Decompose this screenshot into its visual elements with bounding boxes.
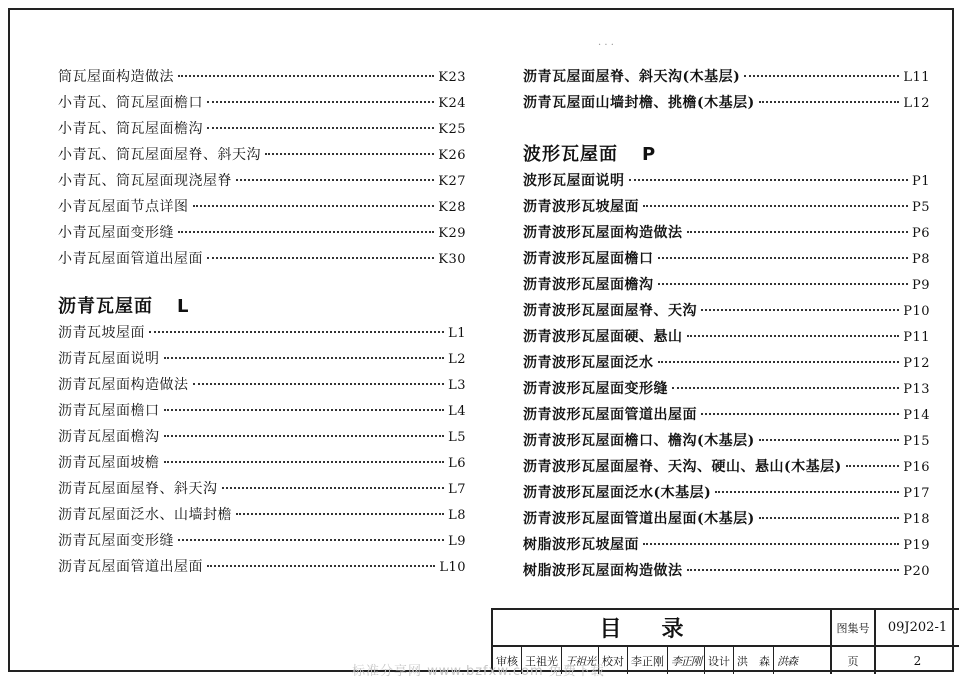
left-entries-top (58, 66, 466, 274)
toc-entry[interactable] (523, 66, 930, 92)
section-code: L (177, 296, 190, 317)
toc-entry-code: P1 (911, 174, 930, 189)
toc-entry[interactable] (523, 482, 930, 508)
toc-entry[interactable] (58, 348, 466, 374)
toc-entry-code: P20 (903, 564, 930, 579)
toc-entry[interactable] (58, 118, 466, 144)
toc-entry[interactable] (58, 374, 466, 400)
dot-leader (164, 435, 445, 437)
toc-entry-title: 树脂波形瓦坡屋面 (523, 537, 639, 553)
toc-entry-title: 沥青波形瓦坡屋面 (523, 199, 639, 215)
toc-entry-code: P11 (903, 330, 930, 345)
dot-leader (236, 179, 434, 181)
toc-entry-title: 小青瓦、筒瓦屋面屋脊、斜天沟 (58, 147, 261, 163)
toc-entry-title: 沥青波形瓦屋面硬、悬山 (523, 329, 683, 345)
right-entries-top (523, 66, 930, 118)
toc-entry[interactable] (58, 66, 466, 92)
toc-entry-title: 小青瓦、筒瓦屋面现浇屋脊 (58, 173, 232, 189)
watermark: 标准分享网 www.bzfxw.com 免费下载 (352, 664, 605, 679)
toc-entry[interactable] (58, 196, 466, 222)
dot-leader (193, 205, 435, 207)
toc-entry-title: 波形瓦屋面说明 (523, 173, 625, 189)
dot-leader (207, 257, 434, 259)
toc-entry[interactable] (58, 504, 466, 530)
toc-entry[interactable] (523, 274, 930, 300)
toc-entry-code: L3 (448, 378, 466, 393)
dot-leader (643, 543, 899, 545)
toc-entry-code: P15 (903, 434, 930, 449)
toc-entry-title: 沥青瓦屋面屋脊、斜天沟 (58, 481, 218, 497)
toc-entry-title: 沥青瓦屋面山墙封檐、挑檐(木基层) (523, 95, 755, 111)
toc-entry-title: 沥青波形瓦屋面泛水 (523, 355, 654, 371)
dot-leader (687, 335, 900, 337)
toc-entry-title: 树脂波形瓦屋面构造做法 (523, 563, 683, 579)
dot-leader (701, 413, 899, 415)
dot-leader (629, 179, 908, 181)
toc-entry-title: 沥青瓦屋面变形缝 (58, 533, 174, 549)
section-title: 沥青瓦屋面 (58, 296, 153, 317)
toc-entry-title: 沥青波形瓦屋面管道出屋面 (523, 407, 697, 423)
toc-entry-title: 小青瓦屋面变形缝 (58, 225, 174, 241)
design-label: 设计 (705, 647, 734, 674)
toc-entry[interactable] (523, 326, 930, 352)
toc-entry-title: 沥青波形瓦屋面管道出屋面(木基层) (523, 511, 755, 527)
review-label: 审核 (493, 647, 522, 674)
toc-entry[interactable] (58, 170, 466, 196)
toc-entry-title: 沥青瓦屋面坡檐 (58, 455, 160, 471)
toc-entry-code: P6 (911, 226, 930, 241)
toc-entry-code: P17 (903, 486, 930, 501)
toc-entry-code: K23 (438, 70, 466, 85)
toc-entry-code: P16 (903, 460, 930, 475)
dot-leader (687, 569, 900, 571)
toc-entry-code: L4 (448, 404, 466, 419)
dot-leader (759, 439, 899, 441)
dot-leader (207, 127, 434, 129)
toc-entry-code: L7 (448, 482, 466, 497)
dot-leader (164, 461, 445, 463)
check-label: 校对 (599, 647, 628, 674)
reviewer-signature: 王祖光 (562, 647, 599, 674)
toc-entry-title: 筒瓦屋面构造做法 (58, 69, 174, 85)
toc-entry-code: P10 (903, 304, 930, 319)
toc-entry-title: 沥青瓦屋面说明 (58, 351, 160, 367)
dot-leader (193, 383, 445, 385)
toc-entry-title: 沥青波形瓦屋面屋脊、天沟、硬山、悬山(木基层) (523, 459, 842, 475)
right-column (523, 66, 930, 586)
toc-entry-code: K26 (438, 148, 466, 163)
toc-entry-code: K28 (438, 200, 466, 215)
toc-entry-code: K24 (438, 96, 466, 111)
toc-entry-code: L5 (448, 430, 466, 445)
toc-entry-code: P19 (903, 538, 930, 553)
dot-leader (236, 513, 444, 515)
dot-leader (164, 357, 445, 359)
title-block-title: 目录 (493, 610, 832, 647)
toc-entry-code: P9 (911, 278, 930, 293)
toc-entry-code: K30 (438, 252, 466, 267)
toc-entry-title: 小青瓦、筒瓦屋面檐沟 (58, 121, 203, 137)
toc-entry[interactable] (58, 530, 466, 556)
toc-entry[interactable] (58, 478, 466, 504)
checker-name: 李正刚 (628, 647, 668, 674)
toc-entry-code: L9 (448, 534, 466, 549)
toc-entry-title: 沥青瓦屋面管道出屋面 (58, 559, 203, 575)
toc-entry[interactable] (58, 400, 466, 426)
toc-entry[interactable] (523, 248, 930, 274)
dot-leader (164, 409, 445, 411)
atlas-number-label: 图集号 (832, 610, 876, 647)
toc-entry-title: 沥青波形瓦屋面檐沟 (523, 277, 654, 293)
dot-leader (207, 565, 435, 567)
dot-leader (715, 491, 899, 493)
toc-entry-title: 沥青波形瓦屋面构造做法 (523, 225, 683, 241)
page-label: 页 (832, 647, 876, 674)
toc-entry-code: P8 (911, 252, 930, 267)
dot-leader (149, 331, 444, 333)
toc-entry[interactable] (523, 378, 930, 404)
toc-entry[interactable] (523, 170, 930, 196)
toc-entry-title: 小青瓦屋面节点详图 (58, 199, 189, 215)
toc-entry-code: P5 (911, 200, 930, 215)
toc-entry-code: L1 (448, 326, 466, 341)
dot-leader (658, 361, 900, 363)
left-column (58, 66, 466, 582)
section-title: 波形瓦屋面 (523, 144, 618, 165)
toc-entry[interactable] (523, 92, 930, 118)
dot-leader (759, 517, 899, 519)
scan-speck: · · · (598, 40, 614, 51)
toc-entry[interactable] (58, 144, 466, 170)
right-entries-section (523, 170, 930, 586)
toc-entry[interactable] (523, 534, 930, 560)
toc-entry-code: P14 (903, 408, 930, 423)
atlas-number: 09J202-1 (876, 610, 959, 647)
toc-entry-code: K29 (438, 226, 466, 241)
dot-leader (178, 539, 444, 541)
toc-entry[interactable] (523, 430, 930, 456)
toc-entry-code: L6 (448, 456, 466, 471)
toc-entry[interactable] (523, 196, 930, 222)
dot-leader (701, 309, 899, 311)
toc-entry-code: P13 (903, 382, 930, 397)
toc-entry-code: L2 (448, 352, 466, 367)
toc-entry-title: 沥青波形瓦屋面变形缝 (523, 381, 668, 397)
toc-entry-title: 沥青波形瓦屋面檐口、檐沟(木基层) (523, 433, 755, 449)
dot-leader (744, 75, 899, 77)
toc-entry[interactable] (523, 560, 930, 586)
toc-entry-title: 沥青波形瓦屋面屋脊、天沟 (523, 303, 697, 319)
toc-entry[interactable] (58, 452, 466, 478)
toc-entry[interactable] (523, 222, 930, 248)
toc-entry[interactable] (58, 92, 466, 118)
designer-name: 洪 森 (734, 647, 774, 674)
toc-entry-title: 小青瓦、筒瓦屋面檐口 (58, 95, 203, 111)
reviewer-name: 王祖光 (522, 647, 562, 674)
checker-signature: 李正刚 (668, 647, 705, 674)
dot-leader (643, 205, 908, 207)
page-number: 2 (913, 653, 922, 668)
toc-entry-title: 沥青瓦屋面檐口 (58, 403, 160, 419)
toc-entry[interactable] (523, 300, 930, 326)
dot-leader (846, 465, 899, 467)
toc-entry-code: L8 (448, 508, 466, 523)
toc-entry-code: L11 (903, 70, 930, 85)
toc-entry[interactable] (58, 426, 466, 452)
toc-entry-title: 沥青瓦屋面泛水、山墙封檐 (58, 507, 232, 523)
toc-entry-code: K27 (438, 174, 466, 189)
dot-leader (222, 487, 445, 489)
toc-entry-title: 小青瓦屋面管道出屋面 (58, 251, 203, 267)
toc-entry[interactable] (523, 456, 930, 482)
toc-entry[interactable] (58, 322, 466, 348)
toc-entry-title: 沥青瓦屋面构造做法 (58, 377, 189, 393)
dot-leader (687, 231, 908, 233)
toc-entry-title: 沥青波形瓦屋面泛水(木基层) (523, 485, 712, 501)
toc-entry-code: K25 (438, 122, 466, 137)
dot-leader (178, 231, 434, 233)
dot-leader (178, 75, 434, 77)
section-heading-corrugated-tile (523, 140, 930, 170)
toc-entry-code: P12 (903, 356, 930, 371)
dot-leader (265, 153, 434, 155)
toc-entry-title: 沥青瓦坡屋面 (58, 325, 145, 341)
toc-entry[interactable] (523, 352, 930, 378)
toc-entry-title: 沥青瓦屋面屋脊、斜天沟(木基层) (523, 69, 741, 85)
dot-leader (658, 283, 908, 285)
section-code: P (642, 144, 657, 165)
designer-signature: 洪森 (777, 654, 797, 668)
toc-entry[interactable] (58, 248, 466, 274)
dot-leader (207, 101, 434, 103)
section-heading-asphalt-shingle (58, 292, 466, 322)
toc-entry[interactable] (523, 508, 930, 534)
dot-leader (658, 257, 908, 259)
toc-entry-code: L12 (903, 96, 930, 111)
toc-entry[interactable] (58, 556, 466, 582)
toc-entry-code: L10 (439, 560, 466, 575)
toc-entry[interactable] (58, 222, 466, 248)
left-entries-section (58, 322, 466, 582)
dot-leader (672, 387, 899, 389)
dot-leader (759, 101, 900, 103)
toc-entry-title: 沥青瓦屋面檐沟 (58, 429, 160, 445)
toc-entry[interactable] (523, 404, 930, 430)
toc-entry-code: P18 (903, 512, 930, 527)
toc-entry-title: 沥青波形瓦屋面檐口 (523, 251, 654, 267)
